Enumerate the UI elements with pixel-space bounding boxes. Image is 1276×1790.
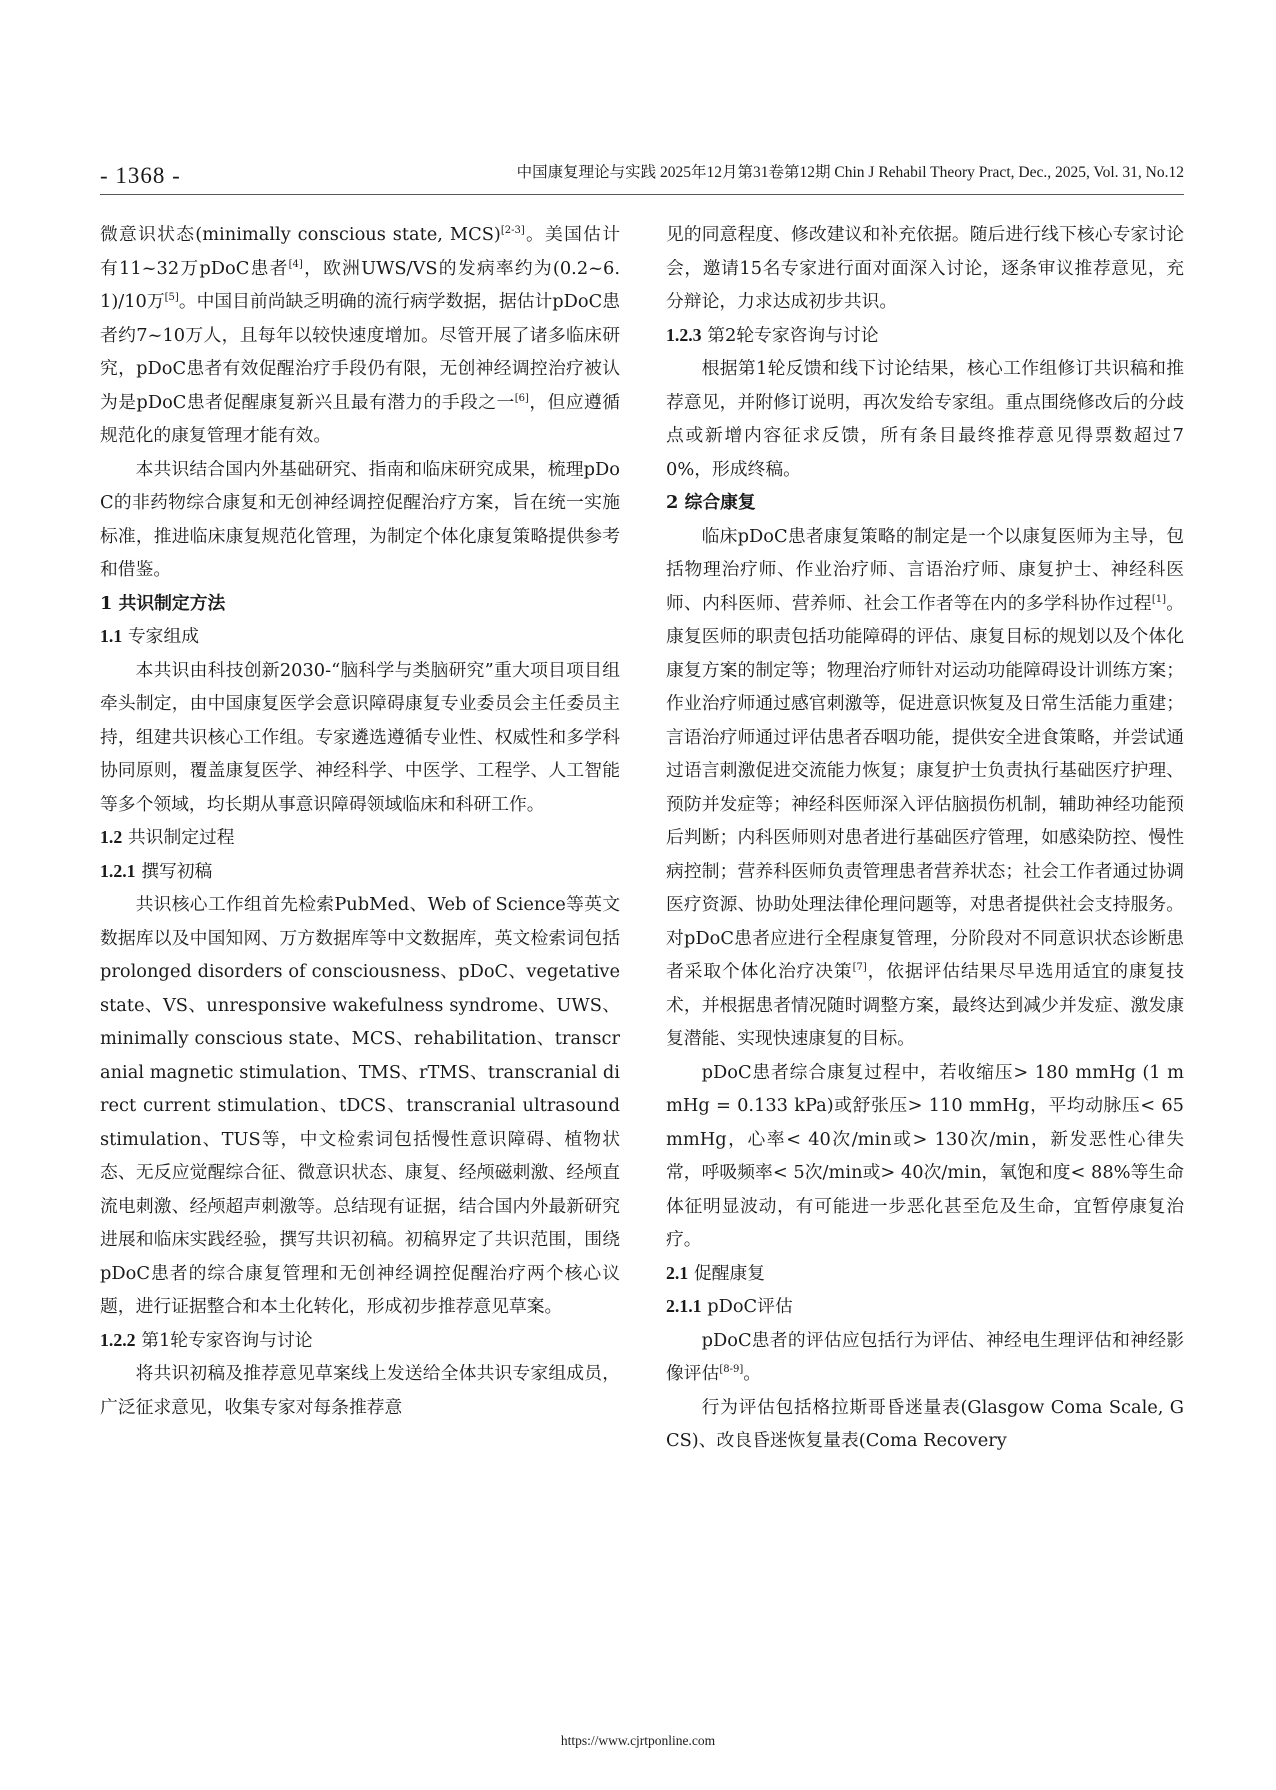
subsubsection-heading: 2.1.1 pDoC评估 bbox=[666, 1296, 793, 1317]
citation: [1] bbox=[1151, 593, 1166, 605]
right-column bbox=[666, 218, 1184, 1458]
header-rule bbox=[100, 194, 1184, 195]
citation: [7] bbox=[852, 962, 867, 973]
citation: [6] bbox=[514, 392, 529, 404]
paragraph: 将共识初稿及推荐意见草案线上发送给全体共识专家组成员，广泛征求意见，收集专家对每条推荐意 bbox=[100, 1363, 620, 1418]
section-heading: 1 共识制定方法 bbox=[100, 592, 226, 614]
subsection-heading: 1.1 专家组成 bbox=[100, 626, 200, 647]
paragraph: pDoC患者的评估应包括行为评估、神经电生理评估和神经影像评估[8-9]。 bbox=[666, 1329, 1184, 1384]
running-head: 中国康复理论与实践 2025年12月第31卷第12期 Chin J Rehabil Theory Pract, Dec., 2025, Vol. 31, No.12 bbox=[516, 164, 1184, 181]
paragraph: 本共识结合国内外基础研究、指南和临床研究成果，梳理pDoC的非药物综合康复和无创神经调控促醒治疗方案，旨在统一实施标准，推进临床康复规范化管理，为制定个体化康复策略提供参考和借鉴。 bbox=[100, 458, 620, 580]
footer-url: https://www.cjrtponline.com bbox=[560, 1733, 716, 1748]
citation: [2-3] bbox=[500, 225, 525, 236]
paragraph: 本共识由科技创新2030-“脑科学与类脑研究”重大项目项目组牵头制定，由中国康复医学会意识障碍康复专业委员会主任委员主持，组建共识核心工作组。专家遴选遵循专业性、权威性和多学科协同原则，覆盖康复医学、神经科学、中医学、工程学、人工智能等多个领域，均长期从事意识障碍领域临床和科研工作。 bbox=[100, 659, 620, 815]
paragraph: 见的同意程度、修改建议和补充依据。随后进行线下核心专家讨论会，邀请15名专家进行面对面深入讨论，逐条审议推荐意见，充分辩论，力求达成初步共识。 bbox=[666, 224, 1184, 312]
citation: [8-9] bbox=[719, 1364, 744, 1375]
citation: [4] bbox=[288, 258, 303, 270]
paragraph: 行为评估包括格拉斯哥昏迷量表(Glasgow Coma Scale, GCS)、改良昏迷恢复量表(Coma Recovery bbox=[666, 1396, 1184, 1451]
citation: [5] bbox=[164, 292, 179, 303]
section-heading: 2 综合康复 bbox=[666, 492, 756, 513]
paragraph: 共识核心工作组首先检索PubMed、Web of Science等英文数据库以及中国知网、万方数据库等中文数据库，英文检索词包括prolonged disorders of consciousness、pDoC、vegetative state、VS、unresponsive wakefulness syndrome、UWS、minimally conscious state、MCS、rehabilitation、transcranial magnetic stimulation、TMS、rTMS、transcranial direct current stimulation、tDCS、transcranial ultrasound stimulation、TUS等，中文检索词包括慢性意识障碍、植物状态、无反应觉醒综合征、微意识状态、康复、经颅磁刺激、经颅直流电刺激、经颅超声刺激等。总结现有证据，结合国内外最新研究进展和临床实践经验，撰写共识初稿。初稿界定了共识范围，围绕pDoC患者的综合康复管理和无创神经调控促醒治疗两个核心议题，进行证据整合和本土化转化，形成初步推荐意见草案。 bbox=[100, 894, 620, 1317]
paragraph: pDoC患者综合康复过程中，若收缩压> 180 mmHg (1 mmHg = 0.133 kPa)或舒张压> 110 mmHg，平均动脉压< 65 mmHg，心率< 40次/min或> 130次/min，新发恶性心律失常，呼吸频率< 5次/min或> 40次/min，氧饱和度< 88%等生命体征明显波动，有可能进一步恶化甚至危及生命，宜暂停康复治疗。 bbox=[666, 1061, 1184, 1250]
subsection-heading: 1.2 共识制定过程 bbox=[100, 827, 235, 848]
subsection-heading: 2.1 促醒康复 bbox=[666, 1262, 766, 1284]
subsubsection-heading: 1.2.1 撰写初稿 bbox=[100, 860, 213, 882]
page-number: - 1368 - bbox=[100, 163, 181, 188]
paragraph: 根据第1轮反馈和线下讨论结果，核心工作组修订共识稿和推荐意见，并附修订说明，再次发给专家组。重点围绕修改后的分歧点或新增内容征求反馈，所有条目最终推荐意见得票数超过70%，形成终稿。 bbox=[666, 358, 1184, 480]
paragraph: 微意识状态(minimally conscious state, MCS)[2-3]。美国估计有11~32万pDoC患者[4]，欧洲UWS/VS的发病率约为(0.2~6.1)/10万[5]。中国目前尚缺乏明确的流行病学数据，据估计pDoC患者约7~10万人，且每年以较快速度增加。尽管开展了诸多临床研究，pDoC患者有效促醒治疗手段仍有限，无创神经调控治疗被认为是pDoC患者促醒康复新兴且最有潜力的手段之一[6]，但应遵循规范化的康复管理才能有效。 bbox=[100, 224, 620, 446]
paragraph: 临床pDoC患者康复策略的制定是一个以康复医师为主导，包括物理治疗师、作业治疗师、言语治疗师、康复护士、神经科医师、内科医师、营养师、社会工作者等在内的多学科协作过程[1]。康复医师的职责包括功能障碍的评估、康复目标的规划以及个体化康复方案的制定等；物理治疗师针对运动功能障碍设计训练方案；作业治疗师通过感官刺激等，促进意识恢复及日常生活能力重建；言语治疗师通过评估患者吞咽功能，提供安全进食策略，并尝试通过语言刺激促进交流能力恢复；康复护士负责执行基础医疗护理、预防并发症等；神经科医师深入评估脑损伤机制，辅助神经功能预后判断；内科医师则对患者进行基础医疗管理，如感染防控、慢性病控制；营养科医师负责管理患者营养状态；社会工作者通过协调医疗资源、协助处理法律伦理问题等，对患者提供社会支持服务。对pDoC患者应进行全程康复管理，分阶段对不同意识状态诊断患者采取个体化治疗决策[7]，依据评估结果尽早选用适宜的康复技术，并根据患者情况随时调整方案，最终达到减少并发症、激发康复潜能、实现快速康复的目标。 bbox=[666, 525, 1184, 1049]
left-column bbox=[100, 218, 620, 1424]
subsubsection-heading: 1.2.3 第2轮专家咨询与讨论 bbox=[666, 324, 879, 346]
subsubsection-heading: 1.2.2 第1轮专家咨询与讨论 bbox=[100, 1329, 313, 1351]
